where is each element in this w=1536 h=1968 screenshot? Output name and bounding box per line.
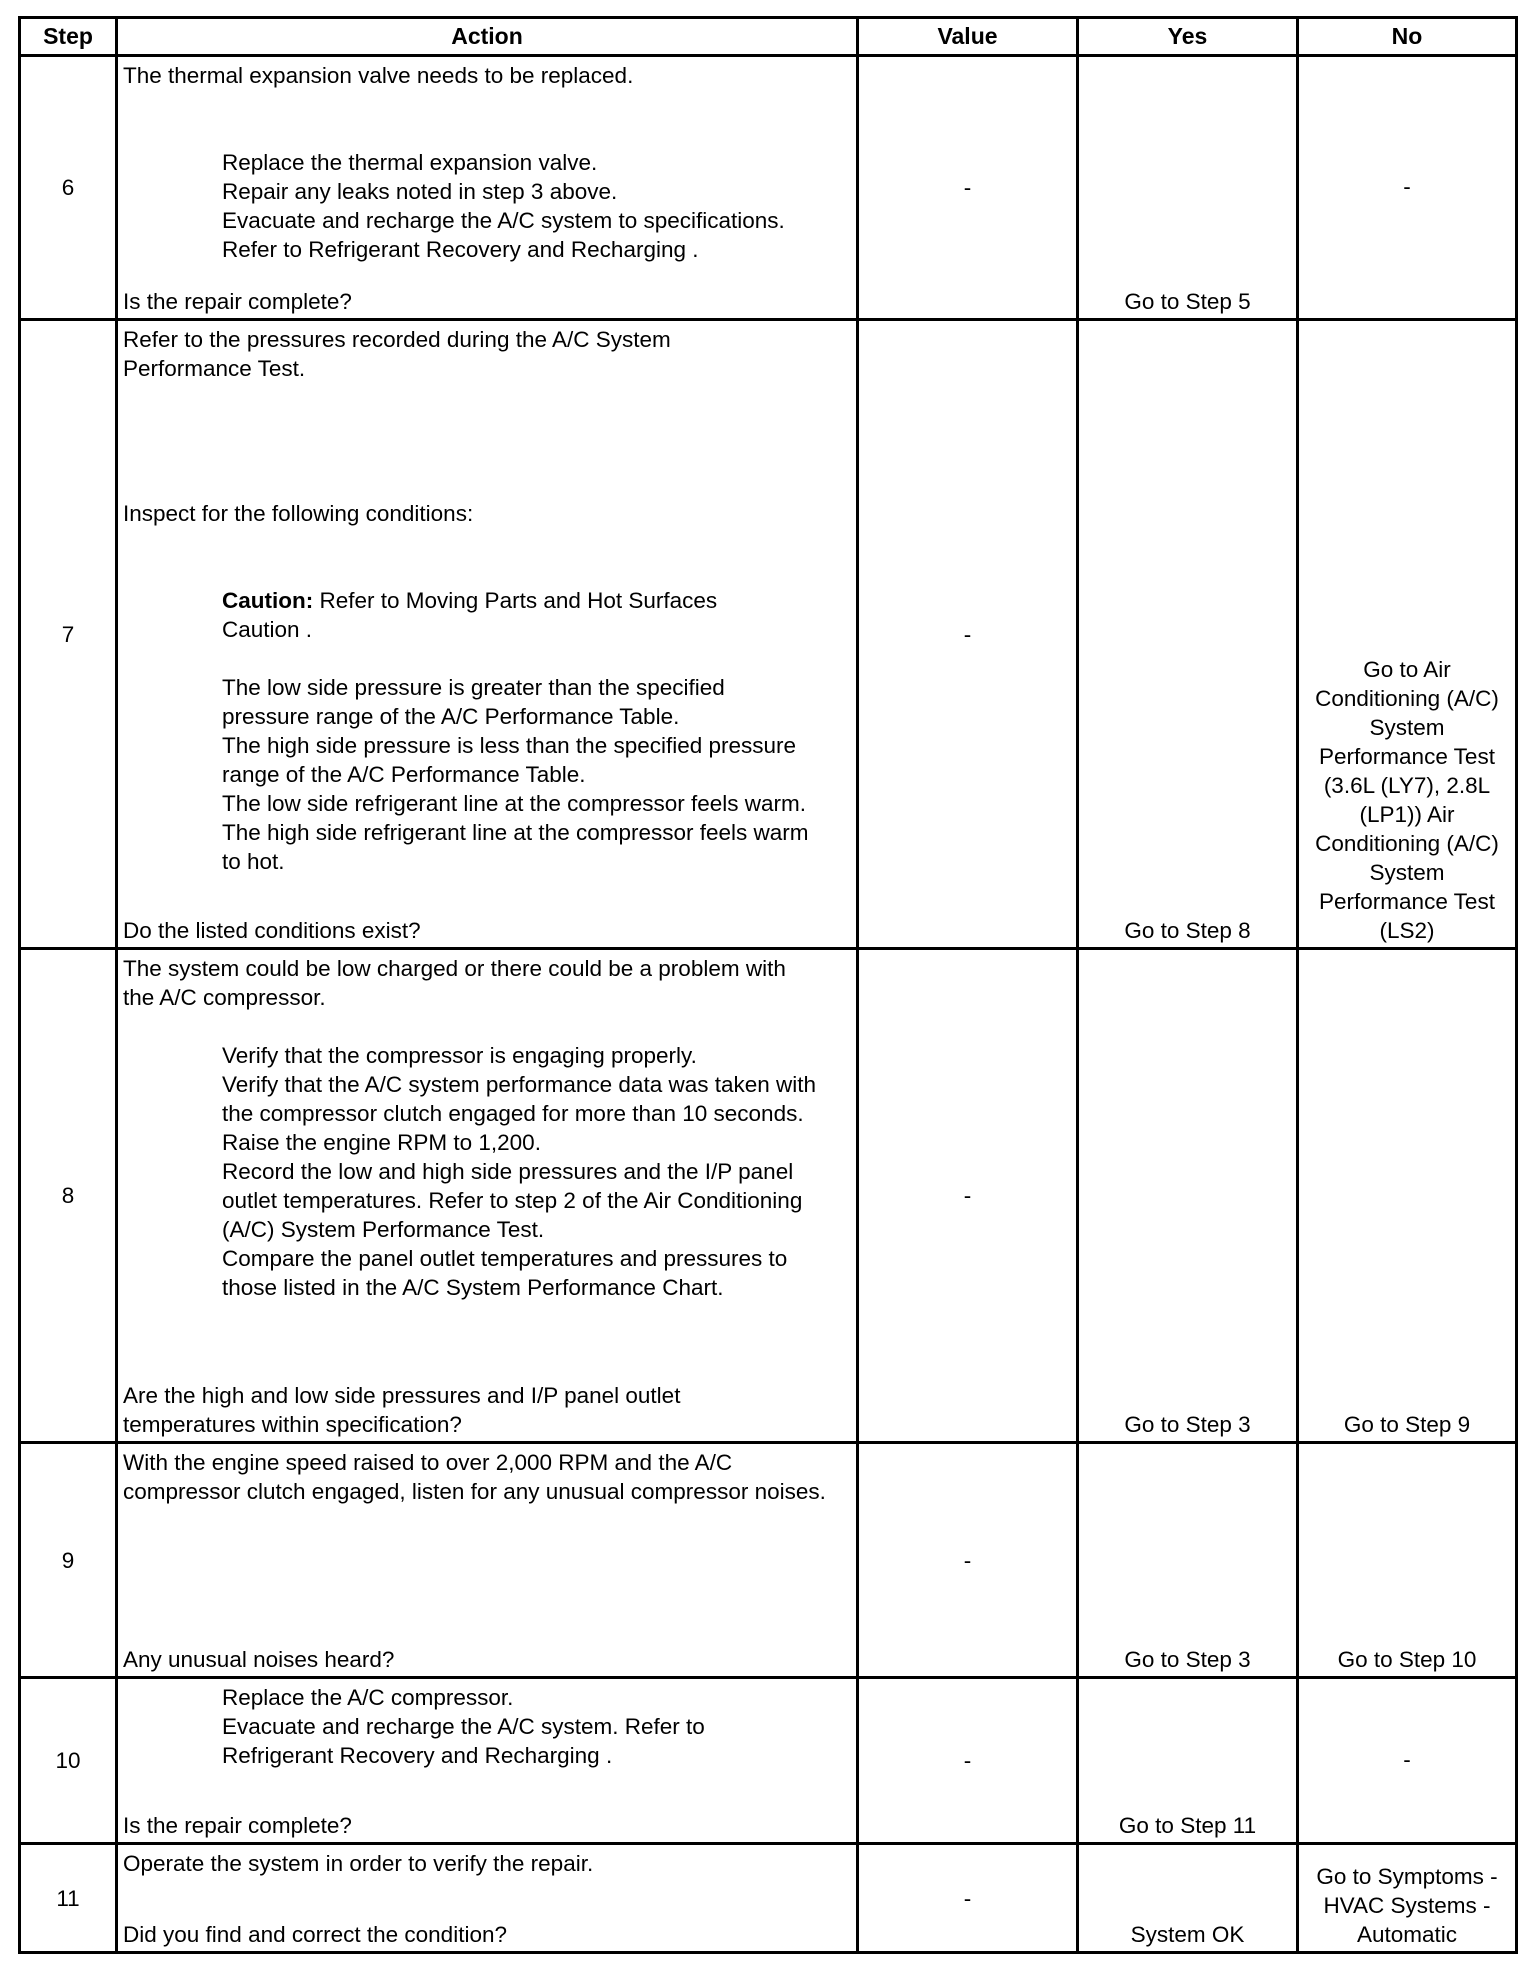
action-item: Raise the engine RPM to 1,200. (222, 1130, 541, 1155)
yes-cell: Go to Step 5 (1078, 56, 1298, 320)
action-cell (117, 56, 858, 320)
table-row (20, 1443, 1517, 1678)
step-number: 9 (20, 1443, 117, 1678)
action-question: Any unusual noises heard? (123, 1647, 395, 1672)
step-number: 8 (20, 949, 117, 1443)
action-cell (117, 320, 858, 949)
action-cell (117, 1844, 858, 1953)
action-item: The high side refrigerant line at the compressor feels warm to hot. (222, 820, 809, 874)
action-item: Refer to Refrigerant Recovery and Recharging . (222, 237, 699, 262)
action-item: The low side refrigerant line at the compressor feels warm. (222, 791, 806, 816)
action-item: The high side pressure is less than the specified pressure range of the A/C Performance Table. (222, 733, 797, 787)
action-intro: The thermal expansion valve needs to be replaced. (123, 63, 634, 88)
no-cell: Go to Step 9 (1298, 949, 1517, 1443)
action-item: Replace the A/C compressor. (222, 1685, 514, 1710)
step-number: 10 (20, 1678, 117, 1844)
no-cell: Go to Symptoms - HVAC Systems - Automatic (1298, 1844, 1517, 1953)
action-item: Replace the thermal expansion valve. (222, 150, 598, 175)
action-intro: Operate the system in order to verify the repair. (123, 1851, 594, 1876)
action-question: Is the repair complete? (123, 1813, 352, 1838)
table-row (20, 1844, 1517, 1953)
table-row (20, 320, 1517, 949)
action-intro-2: Inspect for the following conditions: (123, 501, 474, 526)
step-number: 7 (20, 320, 117, 949)
action-item: The low side pressure is greater than the specified pressure range of the A/C Performance Table. (222, 675, 725, 729)
yes-cell: Go to Step 8 (1078, 320, 1298, 949)
action-item: Verify that the compressor is engaging properly. (222, 1043, 697, 1068)
no-cell: - (1298, 1678, 1517, 1844)
action-intro: With the engine speed raised to over 2,000 RPM and the A/C compressor clutch engaged, listen for any unusual compressor noises. (123, 1450, 826, 1504)
action-cell (117, 1678, 858, 1844)
value-cell: - (858, 320, 1078, 949)
action-item: Repair any leaks noted in step 3 above. (222, 179, 618, 204)
action-question: Are the high and low side pressures and I/P panel outlet temperatures within specification? (123, 1383, 681, 1437)
action-item: Compare the panel outlet temperatures and pressures to those listed in the A/C System Performance Chart. (222, 1246, 788, 1300)
no-cell: Go to Step 10 (1298, 1443, 1517, 1678)
action-cell (117, 949, 858, 1443)
action-intro: The system could be low charged or there could be a problem with the A/C compressor. (123, 956, 786, 1010)
table-row (20, 1678, 1517, 1844)
yes-cell: Go to Step 11 (1078, 1678, 1298, 1844)
action-question: Do the listed conditions exist? (123, 918, 421, 943)
header-action: Action (117, 18, 858, 56)
action-item: Record the low and high side pressures and the I/P panel outlet temperatures. Refer to step 2 of the Air Conditioning (A/C) System Performance Test. (222, 1159, 803, 1242)
header-no: No (1298, 18, 1517, 56)
header-row (20, 18, 1517, 56)
no-cell: - (1298, 56, 1517, 320)
action-cell (117, 1443, 858, 1678)
table-row (20, 56, 1517, 320)
yes-cell: Go to Step 3 (1078, 949, 1298, 1443)
action-item: Verify that the A/C system performance data was taken with the compressor clutch engaged for more than 10 seconds. (222, 1072, 817, 1126)
header-value: Value (858, 18, 1078, 56)
no-cell: Go to Air Conditioning (A/C) System Performance Test (3.6L (LY7), 2.8L (LP1)) Air Conditioning (A/C) System Performance Test (LS2) (1298, 320, 1517, 949)
value-cell: - (858, 56, 1078, 320)
diagnostic-table (18, 16, 1518, 1954)
yes-cell: Go to Step 3 (1078, 1443, 1298, 1678)
action-item: Evacuate and recharge the A/C system. Refer to Refrigerant Recovery and Recharging . (222, 1714, 705, 1768)
action-question: Is the repair complete? (123, 289, 352, 314)
value-cell: - (858, 949, 1078, 1443)
header-step: Step (20, 18, 117, 56)
value-cell: - (858, 1678, 1078, 1844)
yes-cell: System OK (1078, 1844, 1298, 1953)
step-number: 11 (20, 1844, 117, 1953)
action-intro: Refer to the pressures recorded during the A/C System Performance Test. (123, 327, 671, 381)
action-item: Evacuate and recharge the A/C system to specifications. (222, 208, 785, 233)
action-question: Did you find and correct the condition? (123, 1922, 507, 1947)
value-cell: - (858, 1443, 1078, 1678)
caution-text: Refer to Moving Parts and Hot Surfaces Caution . (222, 588, 718, 642)
header-yes: Yes (1078, 18, 1298, 56)
step-number: 6 (20, 56, 117, 320)
table-row (20, 949, 1517, 1443)
caution-label: Caution: (222, 588, 314, 613)
value-cell: - (858, 1844, 1078, 1953)
